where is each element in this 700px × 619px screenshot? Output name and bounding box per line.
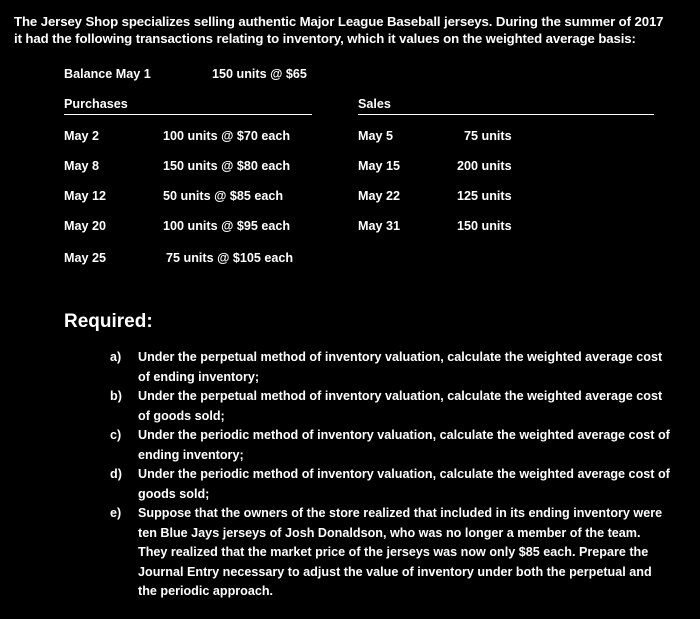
required-item-b bbox=[110, 387, 670, 426]
required-item-c bbox=[110, 426, 670, 465]
intro-line-1: The Jersey Shop specializes selling authentic Major League Baseball jerseys. During the summer of 2017 bbox=[14, 14, 664, 29]
required-item-text: Suppose that the owners of the store realized that included in its ending inventory were ten Blue Jays jerseys of Josh Donaldson, who was no longer a member of the team. They realized that the market price of the jerseys was now only $85 each. Prepare the Journal Entry necessary to adjust the value of inventory under both the perpetual and the periodic approach. bbox=[138, 506, 663, 598]
required-item-text: Under the perpetual method of inventory valuation, calculate the weighted average cost of ending inventory; bbox=[138, 350, 663, 384]
required-item-letter: b) bbox=[110, 389, 122, 403]
purchase-date: May 20 bbox=[64, 219, 107, 233]
sale-units: 200 units bbox=[457, 159, 512, 173]
sale-units: 150 units bbox=[457, 219, 512, 233]
sales-rule bbox=[358, 114, 654, 115]
sale-units: 125 units bbox=[457, 189, 512, 203]
purchase-detail: 50 units @ $85 each bbox=[163, 189, 284, 203]
sale-date: May 15 bbox=[358, 159, 401, 173]
purchases-rule bbox=[64, 114, 312, 115]
sale-units: 75 units bbox=[464, 129, 512, 143]
purchase-date: May 2 bbox=[64, 129, 100, 143]
purchase-date: May 8 bbox=[64, 159, 100, 173]
sale-date: May 31 bbox=[358, 219, 401, 233]
required-heading: Required: bbox=[64, 311, 153, 332]
balance-label: Balance May 1 bbox=[64, 67, 151, 81]
required-item-text: Under the perpetual method of inventory valuation, calculate the weighted average cost of goods sold; bbox=[138, 389, 663, 423]
required-item-text: Under the periodic method of inventory valuation, calculate the weighted average cost of ending inventory; bbox=[138, 428, 670, 462]
required-list bbox=[110, 348, 670, 602]
sale-date: May 22 bbox=[358, 189, 401, 203]
purchase-date: May 25 bbox=[64, 251, 107, 265]
intro-line-2: it had the following transactions relating to inventory, which it values on the weighted average basis: bbox=[14, 31, 636, 46]
purchase-detail: 75 units @ $105 each bbox=[166, 251, 294, 265]
required-item-d bbox=[110, 465, 670, 504]
required-item-a bbox=[110, 348, 670, 387]
purchase-date: May 12 bbox=[64, 189, 107, 203]
purchase-detail: 100 units @ $70 each bbox=[163, 129, 291, 143]
sales-header: Sales bbox=[358, 97, 391, 111]
purchases-header: Purchases bbox=[64, 97, 128, 111]
balance-value: 150 units @ $65 bbox=[212, 67, 307, 81]
purchase-detail: 100 units @ $95 each bbox=[163, 219, 291, 233]
required-item-letter: d) bbox=[110, 467, 122, 481]
sale-date: May 5 bbox=[358, 129, 394, 143]
required-item-letter: e) bbox=[110, 506, 122, 520]
purchase-detail: 150 units @ $80 each bbox=[163, 159, 291, 173]
required-item-letter: c) bbox=[110, 428, 122, 442]
required-item-letter: a) bbox=[110, 350, 122, 364]
required-item-e bbox=[110, 504, 670, 602]
required-item-text: Under the periodic method of inventory valuation, calculate the weighted average cost of goods sold; bbox=[138, 467, 670, 501]
intro-paragraph bbox=[14, 13, 686, 47]
